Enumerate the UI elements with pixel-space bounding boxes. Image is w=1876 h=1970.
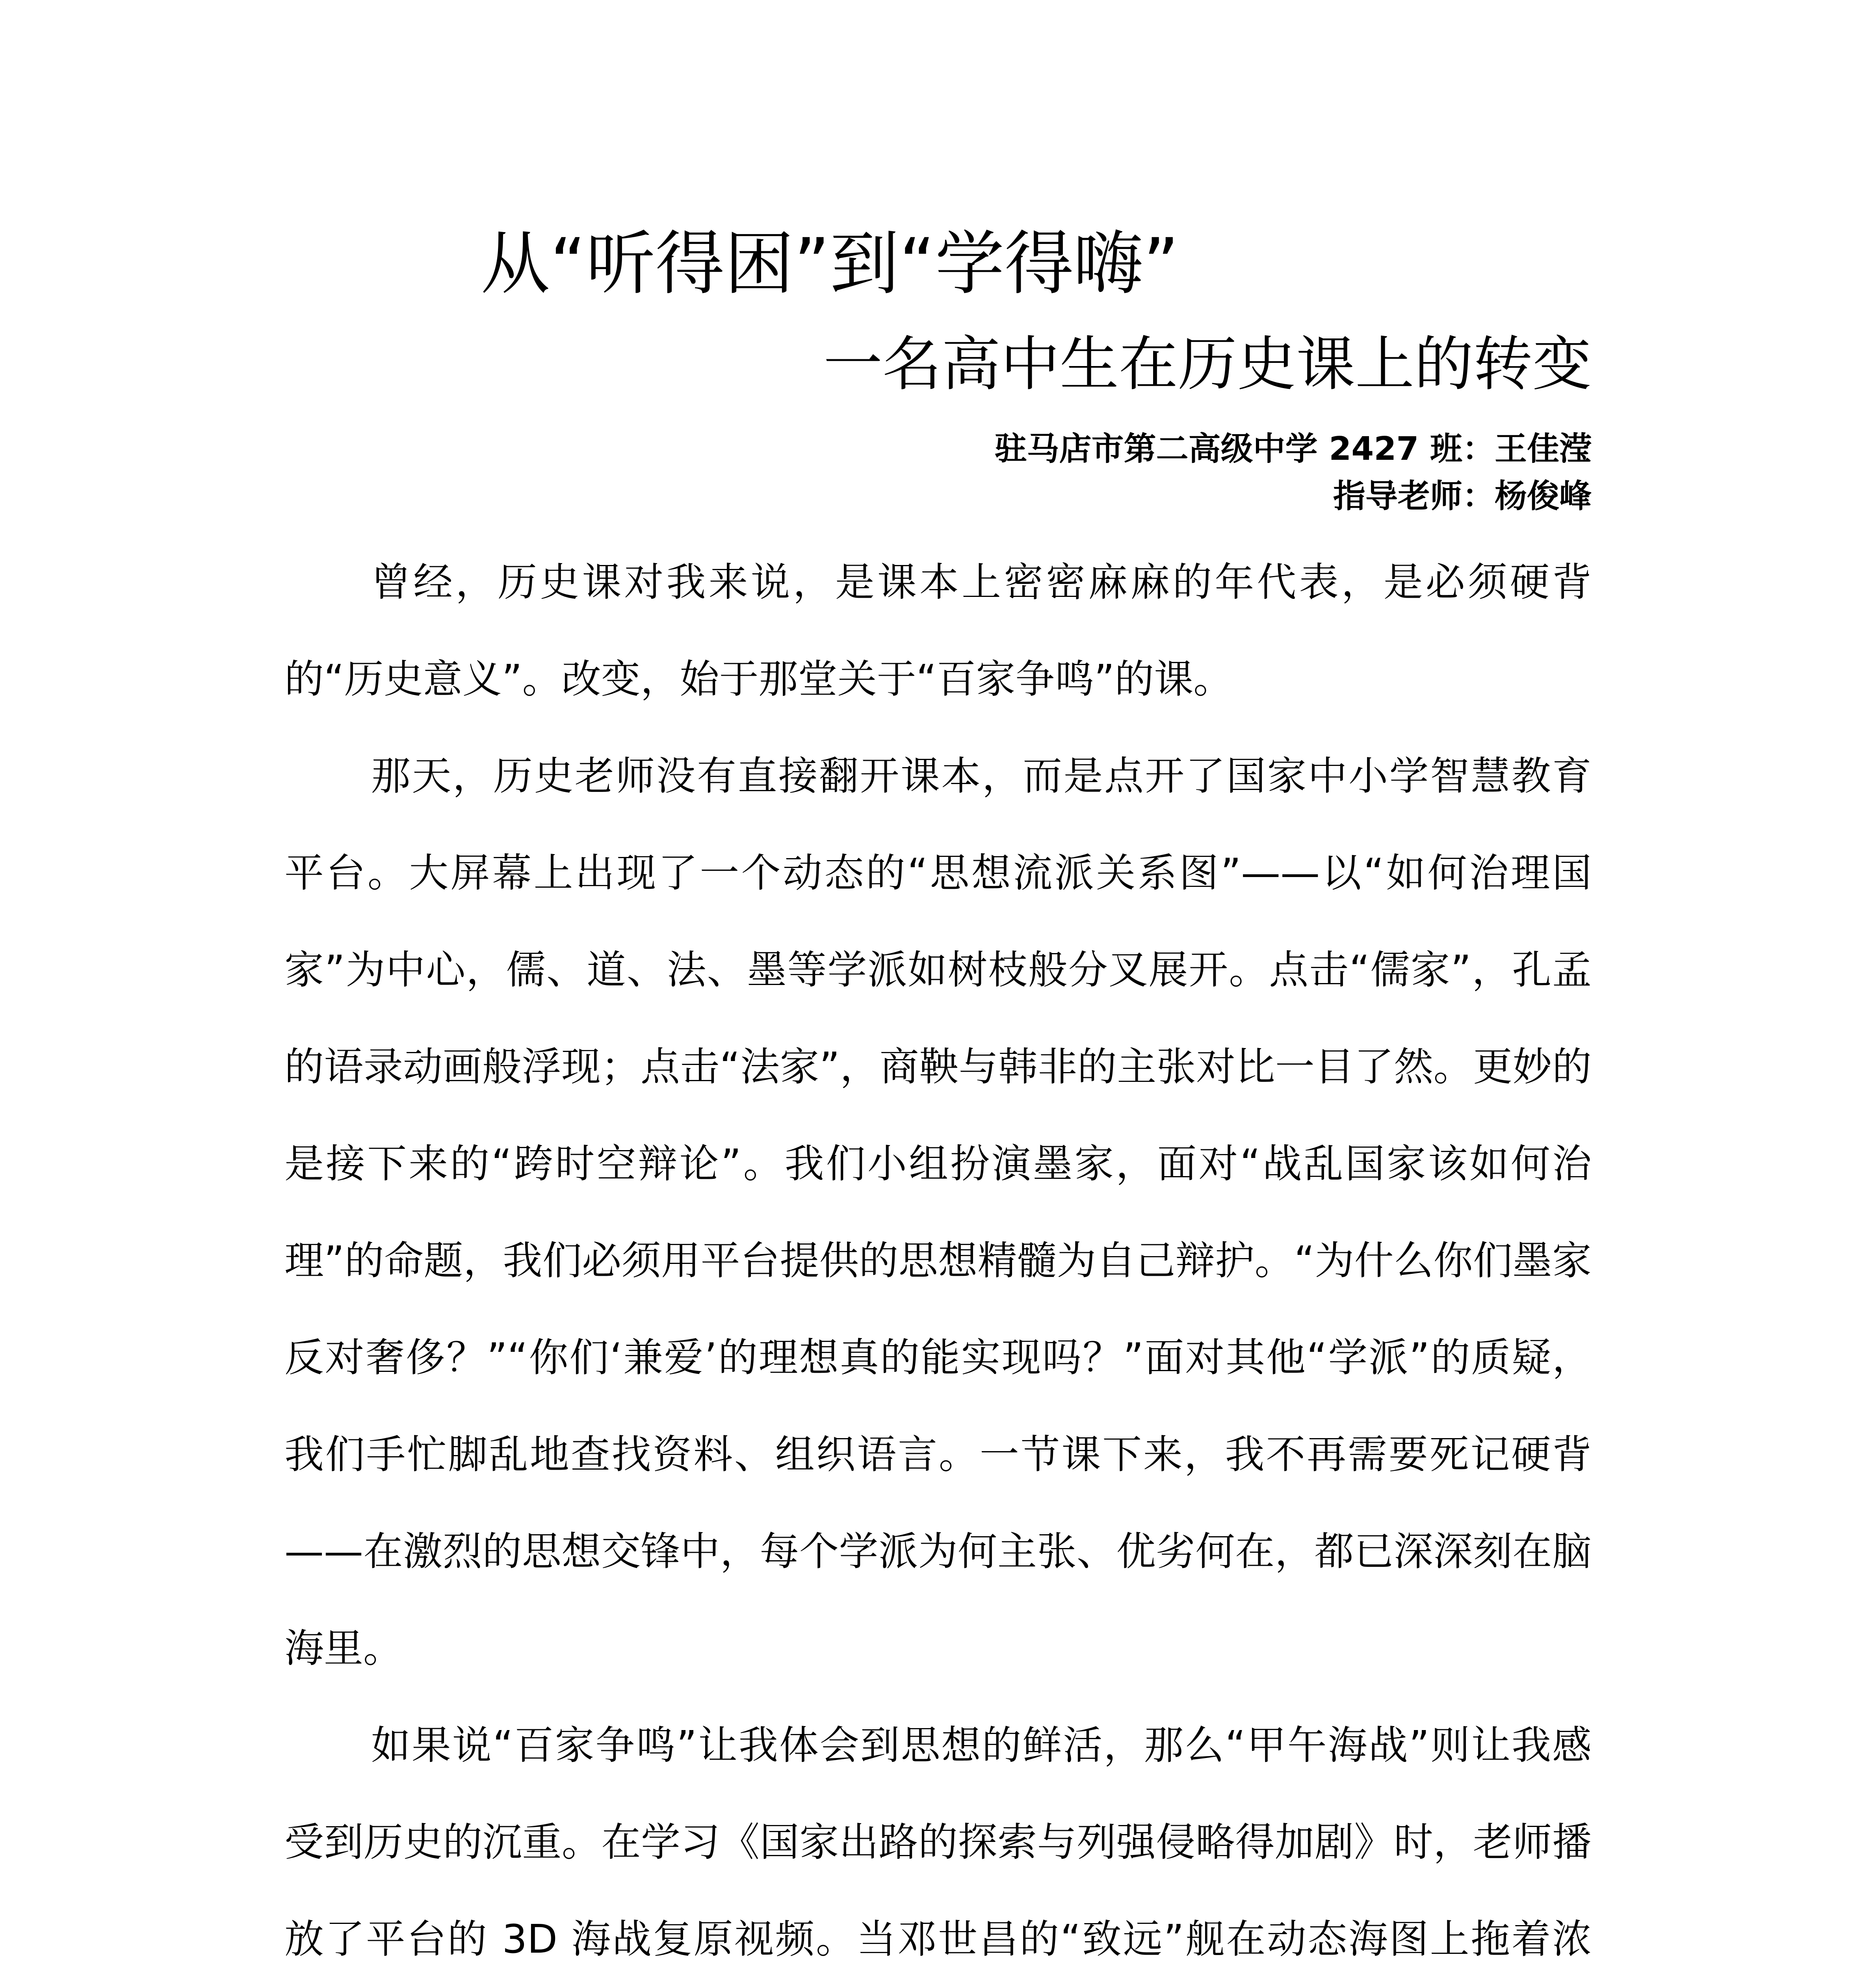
page-subtitle: 一名高中生在历史课上的转变 xyxy=(823,330,1592,399)
teacher-line: 指导老师：杨俊峰 xyxy=(1333,478,1592,515)
paragraph: 如果说“百家争鸣”让我体会到思想的鲜活，那么“甲午海战”则让我感受到历史的沉重。在学习《国家出路的探索与列强侵略得加剧》时，老师播放了平台的 3D 海战复原视频。当邓世昌的“致远”舰在动态海图上拖着浓 xyxy=(284,1722,1592,1962)
page-title: 从“听得困”到“学得嗨” xyxy=(481,223,1179,304)
paragraph: 那天，历史老师没有直接翻开课本，而是点开了国家中小学智慧教育平台。大屏幕上出现了一个动态的“思想流派关系图”——以“如何治理国家”为中心，儒、道、法、墨等学派如树枝般分叉展开。点击“儒家”，孔孟的语录动画般浮现；点击“法家”，商鞅与韩非的主张对比一目了然。更妙的是接下来的“跨时空辩论”。我们小组扮演墨家，面对“战乱国家该如何治理”的命题，我们必须用平台提供的思想精髓为自己辩护。“为什么你们墨家反对奢侈？”“你们‘兼爱’的理想真的能实现吗？”面对其他“学派”的质疑，我们手忙脚乱地查找资料、组织语言。一节课下来，我不再需要死记硬背——在激烈的思想交锋中，每个学派为何主张、优劣何在，都已深深刻在脑海里。 xyxy=(284,753,1592,1671)
paragraph: 曾经，历史课对我来说，是课本上密密麻麻的年代表，是必须硬背的“历史意义”。改变，始于那堂关于“百家争鸣”的课。 xyxy=(284,559,1592,702)
article-body xyxy=(284,534,1592,1970)
author-line: 驻马店市第二高级中学 2427 班：王佳滢 xyxy=(994,430,1592,468)
